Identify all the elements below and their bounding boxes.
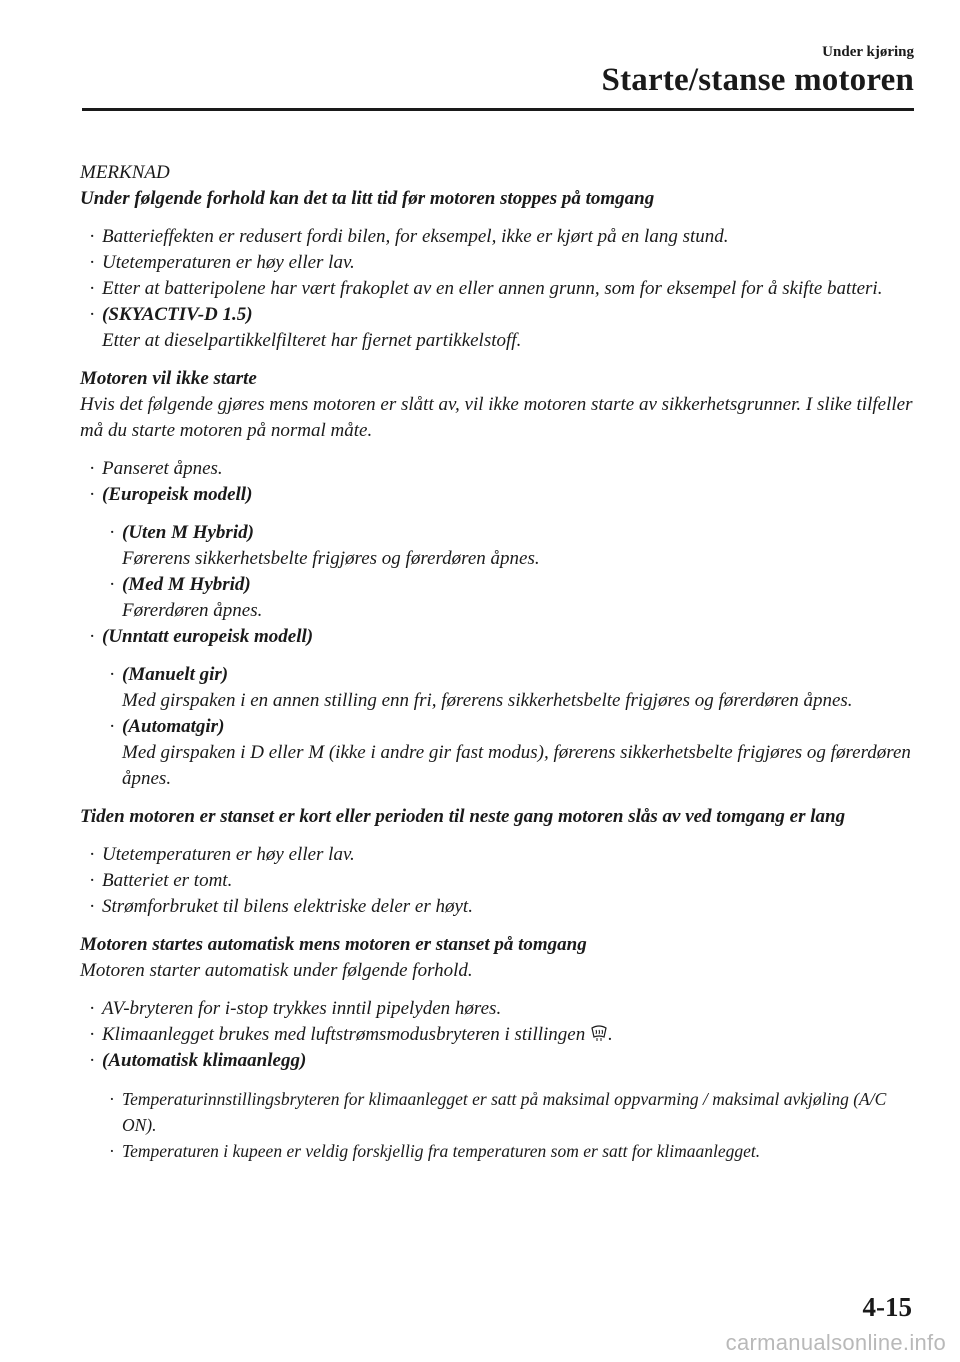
sub-list-item: · (Manuelt gir) Med girspaken i en annen stilling enn fri, førerens sikkerhetsbelte frigjøres og førerdøren åpnes. [109, 664, 853, 711]
note-content [80, 160, 920, 1164]
list-item: · Utetemperaturen er høy eller lav. [89, 844, 355, 865]
note-heading-idle-stop-delay: Under følgende forhold kan det ta litt tid før motoren stoppes på tomgang [80, 188, 655, 209]
list-item: · Klimaanlegget brukes med luftstrømsmodusbryteren i stillingen . [89, 1024, 613, 1045]
sub-list-item: · (Med M Hybrid) Førerdøren åpnes. [109, 574, 263, 621]
note-label: MERKNAD [80, 162, 170, 183]
list-item: · (SKYACTIV-D 1.5) Etter at dieselpartikkelfilteret har fjernet partikkelstoff. [89, 304, 522, 351]
page-number: 4-15 [862, 1292, 912, 1322]
list-item: · Strømforbruket til bilens elektriske deler er høyt. [89, 896, 473, 917]
defroster-mode-icon [590, 1025, 608, 1041]
sub-list-item: · Temperaturinnstillingsbryteren for klimaanlegget er satt på maksimal oppvarming / maksimal avkjøling (A/C ON). [109, 1089, 887, 1135]
list-item: · Batteriet er tomt. [89, 870, 233, 891]
list-item: · Panseret åpnes. [89, 458, 223, 479]
note-heading-stop-time: Tiden motoren er stanset er kort eller perioden til neste gang motoren slås av ved tomgang er lang [80, 806, 846, 827]
note-heading-auto-restart: Motoren startes automatisk mens motoren er stanset på tomgang [80, 934, 587, 955]
list-item: · (Europeisk modell) [89, 484, 253, 505]
header-section-label: Under kjøring [822, 44, 914, 60]
note-intro-engine-wont-start: Hvis det følgende gjøres mens motoren er slått av, vil ikke motoren starte av sikkerhetsgrunner. I slike tilfeller må du starte motoren på normal måte. [80, 394, 913, 441]
sub-list-item: · (Uten M Hybrid) Førerens sikkerhetsbelte frigjøres og førerdøren åpnes. [109, 522, 540, 569]
note-heading-engine-wont-start: Motoren vil ikke starte [80, 368, 257, 389]
list-item: · Utetemperaturen er høy eller lav. [89, 252, 355, 273]
list-item: · Batterieffekten er redusert fordi bilen, for eksempel, ikke er kjørt på en lang stund. [89, 226, 729, 247]
note-intro-auto-restart: Motoren starter automatisk under følgende forhold. [80, 960, 473, 981]
page-title: Starte/stanse motoren [601, 62, 914, 98]
list-item: · (Unntatt europeisk modell) [89, 626, 314, 647]
sub-list-item: · Temperaturen i kupeen er veldig forskjellig fra temperaturen som er satt for klimaanlegget. [109, 1141, 761, 1161]
list-item: · AV-bryteren for i-stop trykkes inntil pipelyden høres. [89, 998, 502, 1019]
sub-list-item: · (Automatgir) Med girspaken i D eller M (ikke i andre gir fast modus), førerens sikkerhetsbelte frigjøres og førerdøren åpnes. [109, 716, 911, 789]
watermark: carmanualsonline.info [725, 1330, 946, 1355]
list-item: · Etter at batteripolene har vært frakoplet av en eller annen grunn, som for eksempel for å skifte batteri. [89, 278, 883, 299]
header-divider [82, 108, 914, 111]
list-item: · (Automatisk klimaanlegg) [89, 1050, 307, 1071]
